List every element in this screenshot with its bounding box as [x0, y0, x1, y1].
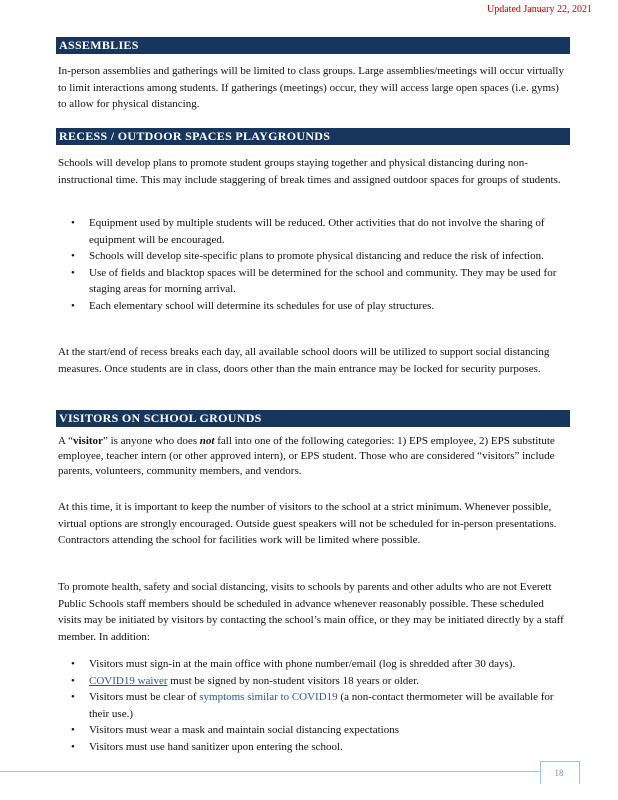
visitors-paragraph-2: At this time, it is important to keep the number of visitors to the school at a strict minimum. Whenever possible, virtual options are strongly encouraged. Outside guest speakers will not be scheduled for in-person presentations. Contractors attending the school for facilities work will be limited where possible.: [58, 501, 557, 546]
bullet-icon: •: [71, 724, 75, 736]
recess-paragraph-2: At the start/end of recess breaks each day, all available school doors will be utilized to support social distancing measures. Once students are in class, doors other than the main entrance may be locked for security purposes.: [58, 346, 550, 375]
section-header-assemblies: ASSEMBLIES: [56, 37, 570, 54]
section-header-visitors: VISITORS ON SCHOOL GROUNDS: [56, 410, 570, 427]
covid-symptoms-link[interactable]: symptoms similar to COVID19: [199, 691, 338, 703]
visitors-paragraph-3: To promote health, safety and social distancing, visits to schools by parents and other adults who are not Everett Public Schools staff members should be scheduled in advance whenever reasonably possible. These scheduled visits may be initiated by visitors by contacting the school’s main office, or they may be initiated directly by a staff member. In addition:: [58, 581, 564, 643]
bullet-icon: •: [71, 217, 75, 229]
bullet-icon: •: [71, 299, 75, 312]
bullet-icon: •: [71, 740, 75, 753]
list-item: • COVID19 waiver must be signed by non-student visitors 18 years or older.: [58, 673, 566, 690]
list-item: • Visitors must use hand sanitizer upon entering the school.: [58, 739, 566, 756]
recess-paragraph: Schools will develop plans to promote student groups staying together and physical distancing during non-instructional time. This may include staggering of break times and assigned outdoor spaces for groups of students.: [58, 157, 561, 186]
bullet-icon: •: [71, 674, 75, 687]
bullet-icon: •: [71, 691, 75, 703]
list-item: • Visitors must sign-in at the main office with phone number/email (log is shredded after 30 days).: [58, 656, 566, 673]
list-item: • Each elementary school will determine its schedules for use of play structures.: [58, 298, 566, 315]
updated-date: Updated January 22, 2021: [487, 4, 592, 15]
list-item: • Visitors must be clear of symptoms similar to COVID19 (a non-contact thermometer will be available for their use.): [71, 691, 554, 720]
bullet-icon: •: [71, 250, 75, 262]
visitor-definition: A “visitor” is anyone who does not fall into one of the following categories: 1) EPS employee, 2) EPS substitute employee, teacher intern (or other approved intern), or EPS student. Those who are considered “visitors” include parents, volunteers, community members, and vendors.: [58, 435, 555, 477]
bullet-icon: •: [71, 658, 75, 670]
bullet-icon: •: [71, 266, 75, 279]
section-header-recess: RECESS / OUTDOOR SPACES PLAYGROUNDS: [56, 128, 570, 145]
footer-divider: [0, 771, 540, 772]
list-item: • Schools will develop site-specific plans to promote physical distancing and reduce the risk of infection.: [58, 248, 566, 265]
recess-bullet-list: [58, 215, 566, 314]
assemblies-paragraph: In-person assemblies and gatherings will be limited to class groups. Large assemblies/meetings will occur virtually to limit interactions among students. If gatherings (meetings) occur, they will access large open spaces (i.e. gyms) to allow for physical distancing.: [58, 65, 564, 110]
visitor-term: visitor: [72, 435, 103, 447]
covid-waiver-link[interactable]: COVID19 waiver: [89, 674, 168, 687]
page-number: 18: [554, 768, 564, 778]
visitors-bullet-list: [58, 656, 566, 755]
emphasis-not: not: [199, 435, 215, 447]
list-item: • Use of fields and blacktop spaces will be determined for the school and community. They may be used for staging areas for morning arrival.: [71, 266, 557, 295]
list-item: • Visitors must wear a mask and maintain social distancing expectations: [58, 722, 566, 739]
list-item: • Equipment used by multiple students will be reduced. Other activities that do not involve the sharing of equipment will be encouraged.: [71, 217, 545, 246]
